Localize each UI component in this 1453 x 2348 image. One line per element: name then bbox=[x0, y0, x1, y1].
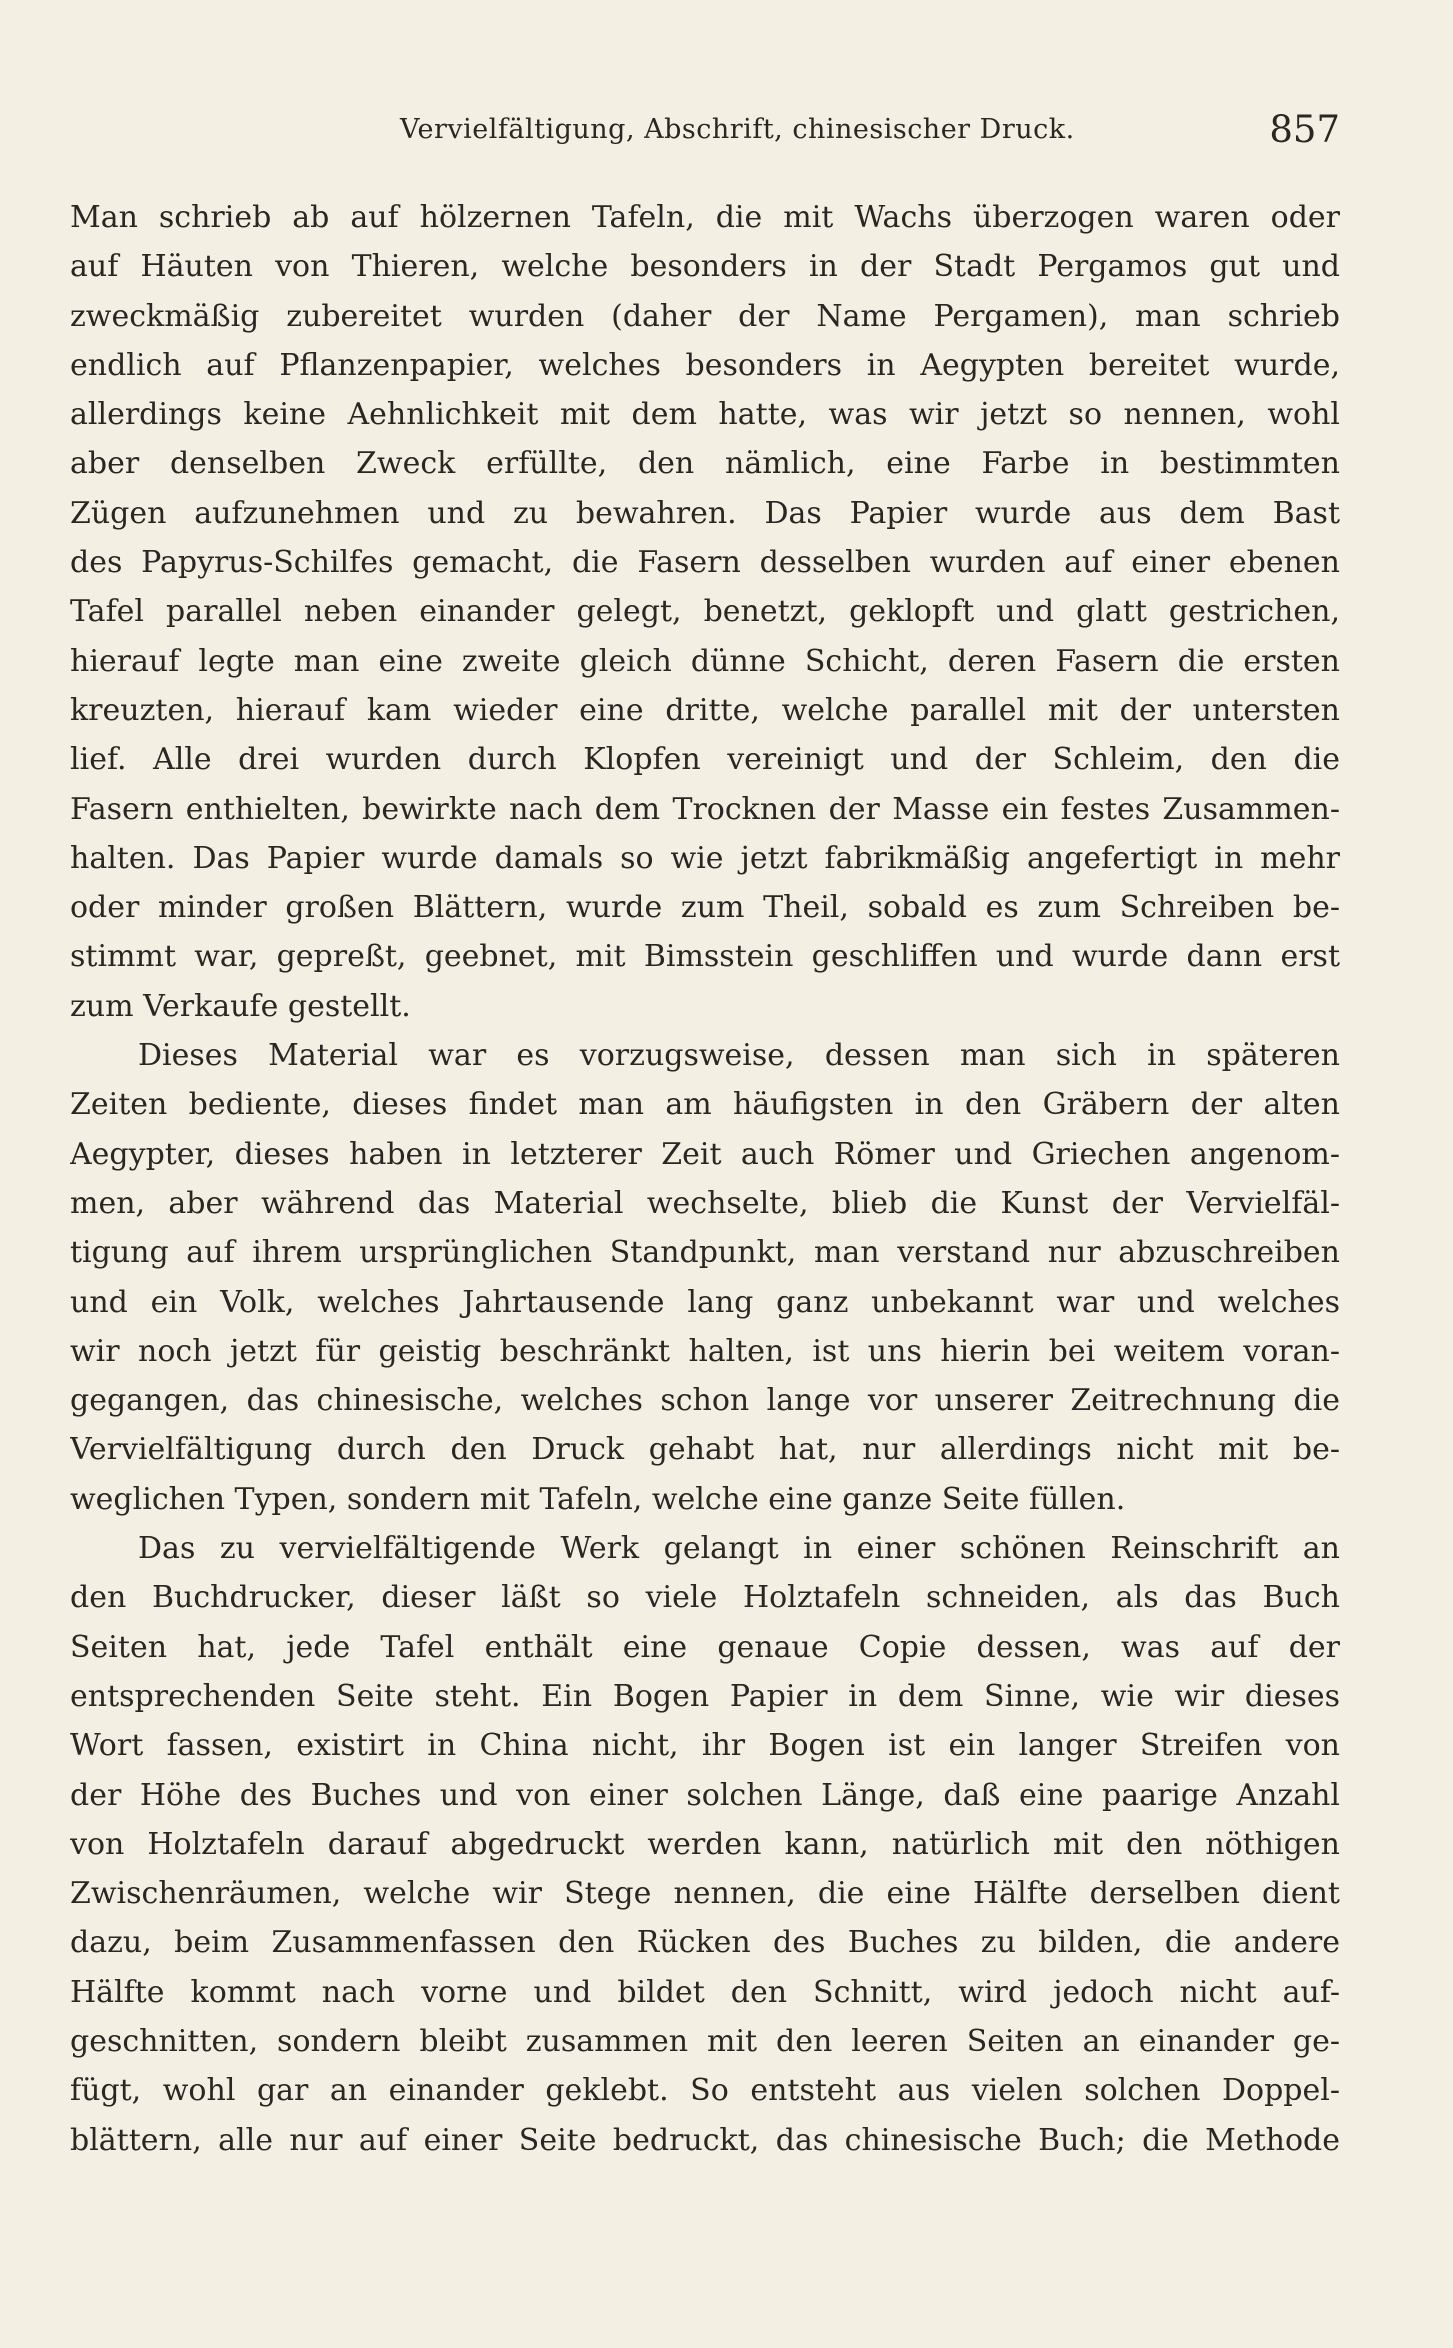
text-line: oder minder großen Blättern, wurde zum Theil, sobald es zum Schreiben be- bbox=[70, 890, 1340, 926]
text-line: lief. Alle drei wurden durch Klopfen vereinigt und der Schleim, den die bbox=[70, 742, 1340, 778]
text-line: den Buchdrucker, dieser läßt so viele Holztafeln schneiden, als das Buch bbox=[70, 1580, 1340, 1616]
text-line: zweckmäßig zubereitet wurden (daher der Name Pergamen), man schrieb bbox=[70, 298, 1340, 334]
text-line: Zwischenräumen, welche wir Stege nennen, die eine Hälfte derselben dient bbox=[70, 1876, 1340, 1912]
running-title: Vervielfältigung, Abschrift, chinesischer Druck. bbox=[400, 114, 1075, 145]
page-header bbox=[70, 108, 1340, 158]
text-line: entsprechenden Seite steht. Ein Bogen Papier in dem Sinne, wie wir dieses bbox=[70, 1678, 1340, 1714]
text-line: Zeiten bediente, dieses findet man am häufigsten in den Gräbern der alten bbox=[70, 1087, 1340, 1123]
text-line: Zügen aufzunehmen und zu bewahren. Das Papier wurde aus dem Bast bbox=[70, 495, 1340, 531]
text-line: gegangen, das chinesische, welches schon lange vor unserer Zeitrechnung die bbox=[70, 1383, 1340, 1419]
text-line: und ein Volk, welches Jahrtausende lang ganz unbekannt war und welches bbox=[70, 1284, 1340, 1320]
body-text bbox=[70, 193, 1340, 2165]
text-line: Fasern enthielten, bewirkte nach dem Trocknen der Masse ein festes Zusammen- bbox=[70, 791, 1340, 827]
text-line: auf Häuten von Thieren, welche besonders in der Stadt Pergamos gut und bbox=[70, 249, 1340, 285]
text-line: Das zu vervielfältigende Werk gelangt in einer schönen Reinschrift an bbox=[138, 1531, 1340, 1567]
text-line: halten. Das Papier wurde damals so wie jetzt fabrikmäßig angefertigt in mehr bbox=[70, 840, 1340, 876]
text-line: blättern, alle nur auf einer Seite bedruckt, das chinesische Buch; die Methode bbox=[70, 2122, 1340, 2158]
text-line: der Höhe des Buches und von einer solchen Länge, daß eine paarige Anzahl bbox=[70, 1777, 1340, 1813]
text-line: kreuzten, hierauf kam wieder eine dritte, welche parallel mit der untersten bbox=[70, 692, 1340, 728]
text-line: Hälfte kommt nach vorne und bildet den Schnitt, wird jedoch nicht auf- bbox=[70, 1974, 1340, 2010]
text-line: endlich auf Pflanzenpapier, welches besonders in Aegypten bereitet wurde, bbox=[70, 347, 1340, 383]
text-line: tigung auf ihrem ursprünglichen Standpunkt, man verstand nur abzuschreiben bbox=[70, 1235, 1340, 1271]
text-line: Tafel parallel neben einander gelegt, benetzt, geklopft und glatt gestrichen, bbox=[70, 594, 1340, 630]
text-line: fügt, wohl gar an einander geklebt. So entsteht aus vielen solchen Doppel- bbox=[70, 2073, 1340, 2109]
text-line: Dieses Material war es vorzugsweise, dessen man sich in späteren bbox=[138, 1038, 1340, 1074]
text-line: aber denselben Zweck erfüllte, den nämlich, eine Farbe in bestimmten bbox=[70, 446, 1340, 482]
text-line: Aegypter, dieses haben in letzterer Zeit auch Römer und Griechen angenom- bbox=[70, 1136, 1340, 1172]
text-line: dazu, beim Zusammenfassen den Rücken des Buches zu bilden, die andere bbox=[70, 1925, 1340, 1961]
text-line: Vervielfältigung durch den Druck gehabt hat, nur allerdings nicht mit be- bbox=[70, 1432, 1340, 1468]
text-line: geschnitten, sondern bleibt zusammen mit den leeren Seiten an einander ge- bbox=[70, 2023, 1340, 2059]
text-line: weglichen Typen, sondern mit Tafeln, welche eine ganze Seite füllen. bbox=[70, 1481, 1126, 1517]
text-line: des Papyrus-Schilfes gemacht, die Fasern desselben wurden auf einer ebenen bbox=[70, 545, 1340, 581]
text-line: zum Verkaufe gestellt. bbox=[70, 988, 411, 1024]
text-line: wir noch jetzt für geistig beschränkt halten, ist uns hierin bei weitem voran- bbox=[70, 1333, 1340, 1369]
text-line: men, aber während das Material wechselte, blieb die Kunst der Vervielfäl- bbox=[70, 1185, 1340, 1221]
page-number: 857 bbox=[1269, 108, 1340, 151]
text-line: Wort fassen, existirt in China nicht, ihr Bogen ist ein langer Streifen von bbox=[70, 1728, 1340, 1764]
text-line: allerdings keine Aehnlichkeit mit dem hatte, was wir jetzt so nennen, wohl bbox=[70, 397, 1340, 433]
text-line: von Holztafeln darauf abgedruckt werden kann, natürlich mit den nöthigen bbox=[70, 1826, 1340, 1862]
text-line: Seiten hat, jede Tafel enthält eine genaue Copie dessen, was auf der bbox=[70, 1629, 1340, 1665]
text-line: hierauf legte man eine zweite gleich dünne Schicht, deren Fasern die ersten bbox=[70, 643, 1340, 679]
text-line: Man schrieb ab auf hölzernen Tafeln, die mit Wachs überzogen waren oder bbox=[70, 200, 1340, 235]
text-line: stimmt war, gepreßt, geebnet, mit Bimsstein geschliffen und wurde dann erst bbox=[70, 939, 1340, 975]
